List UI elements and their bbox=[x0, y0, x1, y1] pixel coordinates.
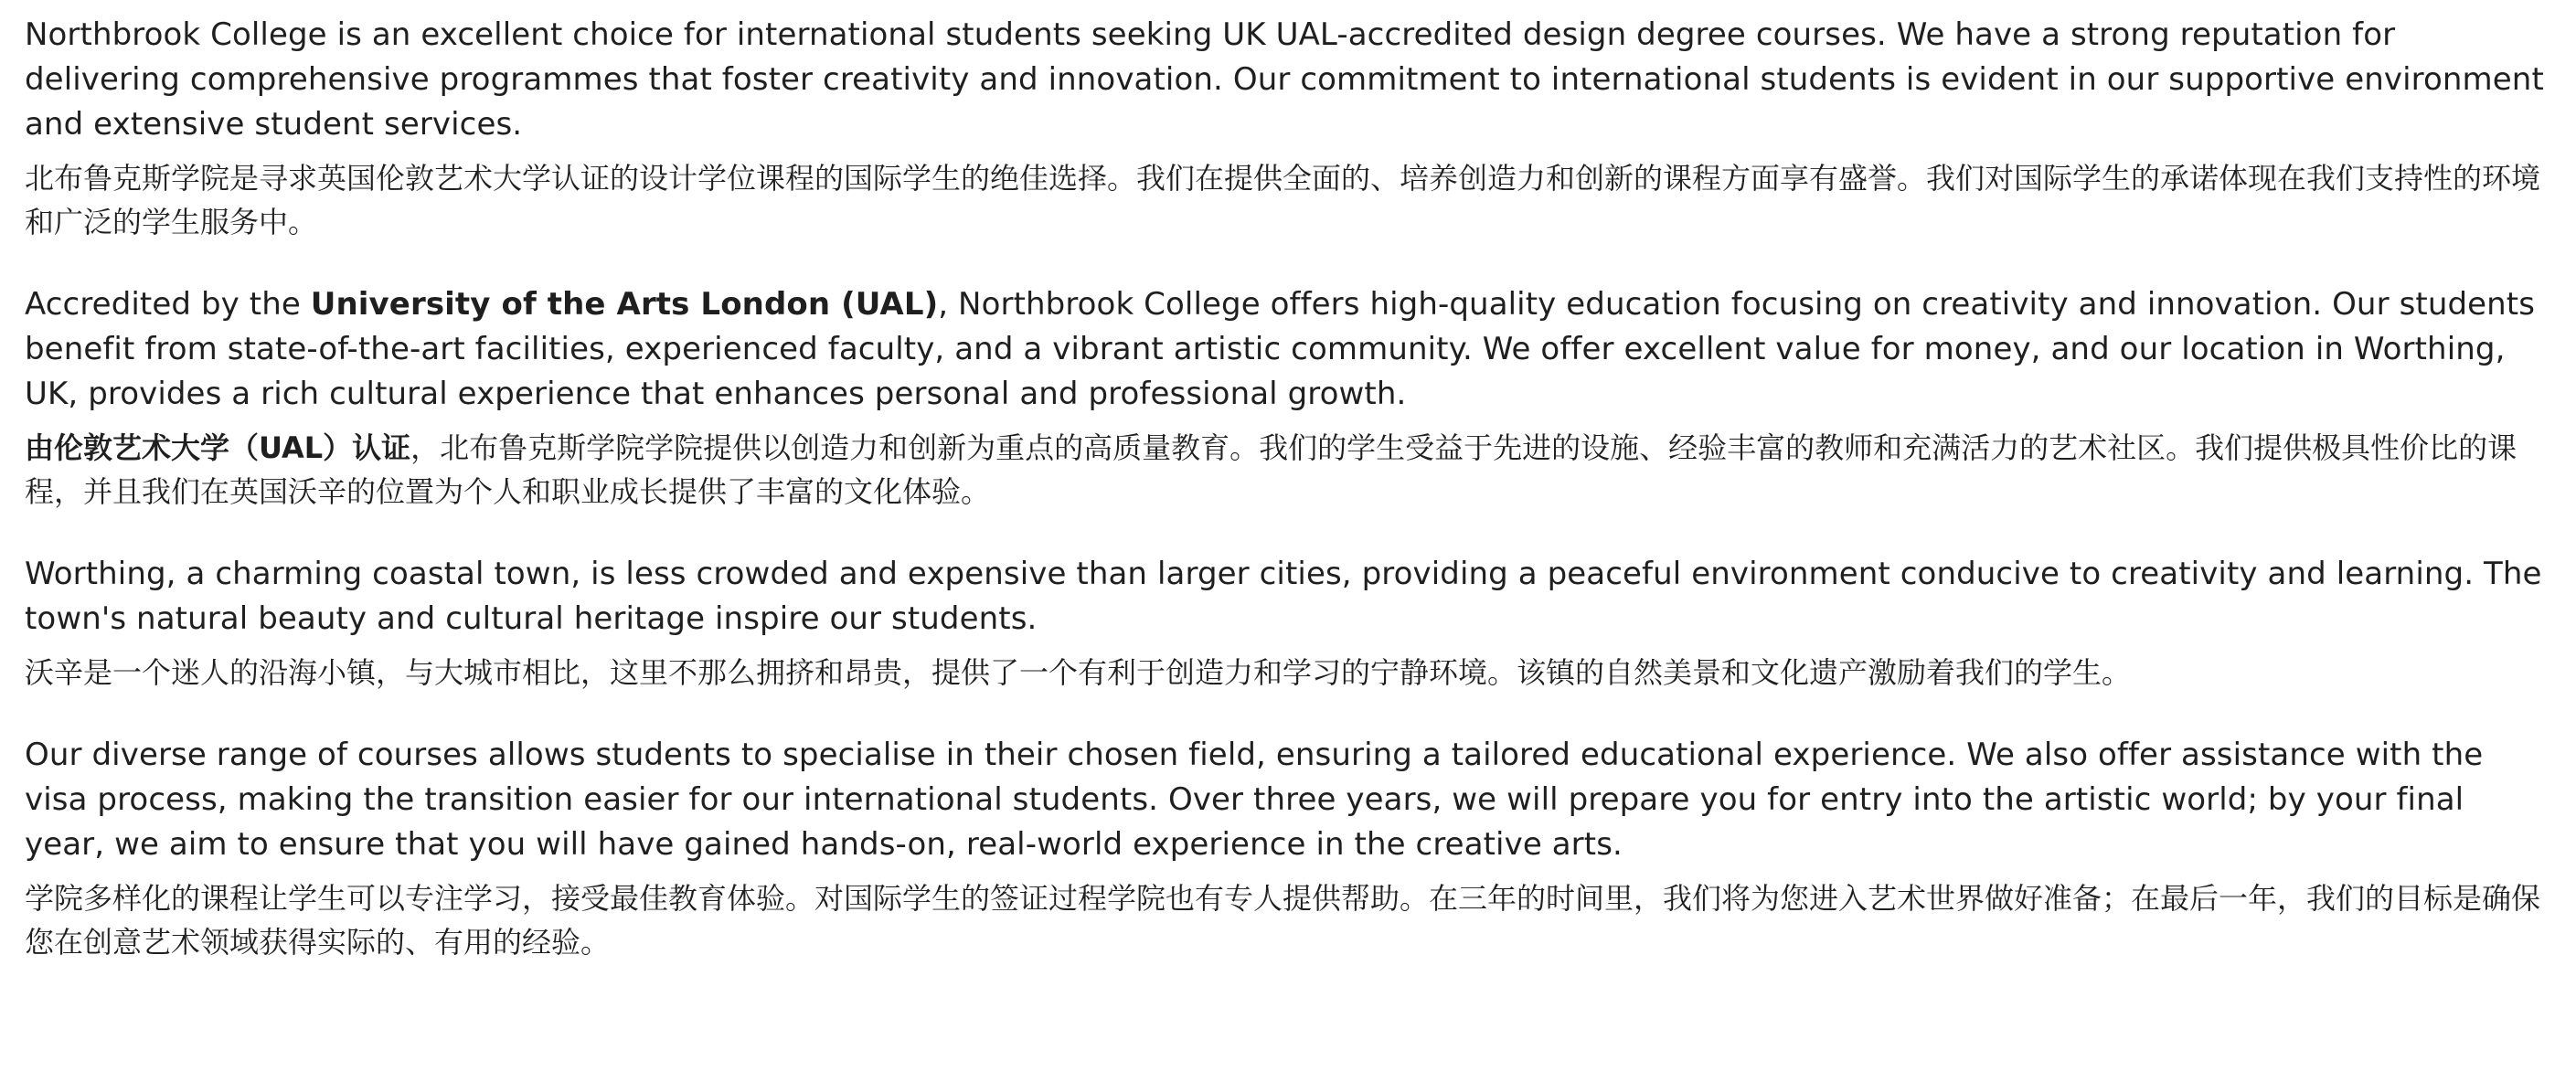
chinese-paragraph: 北布鲁克斯学院是寻求英国伦敦艺术大学认证的设计学位课程的国际学生的绝佳选择。我们在提供全面的、培养创造力和创新的课程方面享有盛誉。我们对国际学生的承诺体现在我们支持性的环境和广泛的学生服务中。 bbox=[25, 161, 2541, 239]
bold-university-name: University of the Arts London (UAL) bbox=[310, 286, 939, 323]
text-run: Accredited by the bbox=[25, 286, 311, 323]
chinese-paragraph bbox=[25, 426, 2550, 514]
text-run: , Northbrook College offers high-quality education focusing on creativity and innovation. Our students benefit from state-of-the-art facilities, experienced faculty, and a vibrant artistic community. We offer excellent value for money, and our location in Worthing, UK, provides a rich cultural experience that enhances personal and professional growth. bbox=[25, 286, 2536, 412]
chinese-paragraph: 沃辛是一个迷人的沿海小镇，与大城市相比，这里不那么拥挤和昂贵，提供了一个有利于创造力和学习的宁静环境。该镇的自然美景和文化遗产激励着我们的学生。 bbox=[25, 655, 2132, 690]
section-accreditation bbox=[25, 282, 2550, 514]
english-paragraph: Northbrook College is an excellent choice for international students seeking UK UAL-accredited design degree courses. We have a strong reputation for delivering comprehensive programmes that foster creativity and innovation. Our commitment to international students is evident in our supportive environment and extensive student services. bbox=[25, 16, 2544, 143]
english-paragraph: Worthing, a charming coastal town, is less crowded and expensive than larger cities, providing a peaceful environment conducive to creativity and learning. The town's natural beauty and cultural heritage inspire our students. bbox=[25, 556, 2542, 637]
english-paragraph bbox=[25, 282, 2550, 417]
section-overview bbox=[25, 13, 2550, 244]
bold-accreditation-phrase: 由伦敦艺术大学（UAL）认证 bbox=[25, 430, 411, 465]
english-paragraph: Our diverse range of courses allows students to specialise in their chosen field, ensuring a tailored educational experience. We also offer assistance with the visa process, making the transition easier for our international students. Over three years, we will prepare you for entry into the artistic world; by your final year, we aim to ensure that you will have gained hands-on, real-world experience in the creative arts. bbox=[25, 737, 2484, 863]
text-run: ，北布鲁克斯学院学院提供以创造力和创新为重点的高质量教育。我们的学生受益于先进的设施、经验丰富的教师和充满活力的艺术社区。我们提供极具性价比的课程，并且我们在英国沃辛的位置为个人和职业成长提供了丰富的文化体验。 bbox=[25, 430, 2517, 509]
chinese-paragraph: 学院多样化的课程让学生可以专注学习，接受最佳教育体验。对国际学生的签证过程学院也有专人提供帮助。在三年的时间里，我们将为您进入艺术世界做好准备；在最后一年，我们的目标是确保您在创意艺术领域获得实际的、有用的经验。 bbox=[25, 881, 2541, 960]
section-courses bbox=[25, 733, 2550, 964]
section-location bbox=[25, 552, 2550, 695]
